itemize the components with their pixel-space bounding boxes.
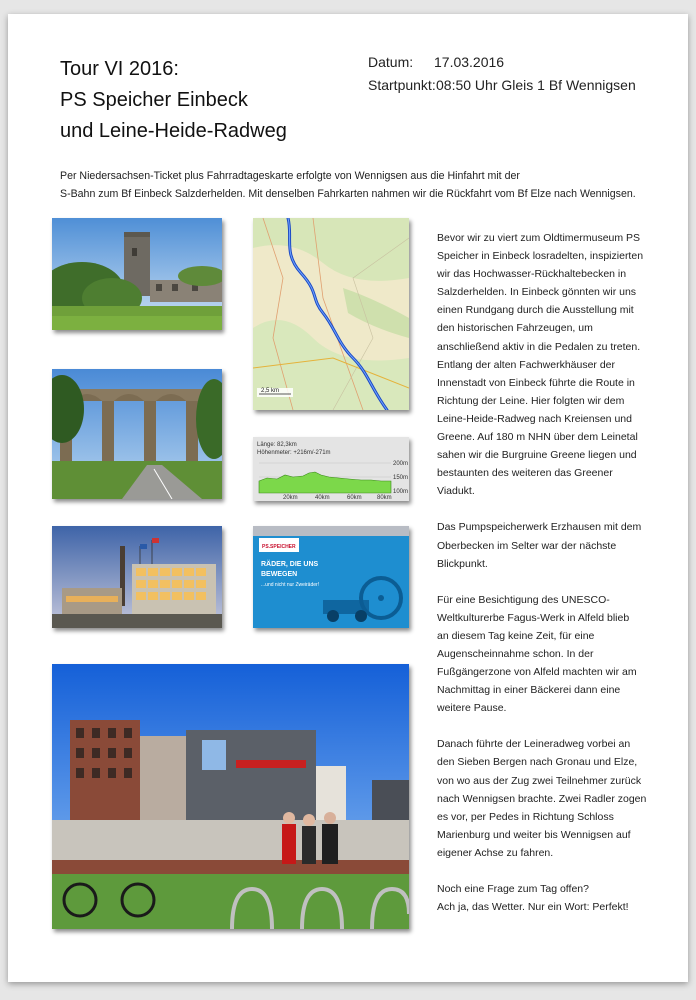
title-line-2: PS Speicher Einbeck — [60, 89, 248, 111]
text-line: Danach führte der Leineradweg vorbei an — [437, 738, 631, 751]
text-line: Entlang der alten Fachwerkhäuser der — [437, 358, 616, 371]
paragraph-5 — [437, 880, 655, 916]
text-line: Augenscheinnahme schon. In der — [437, 647, 594, 660]
paragraph-1 — [437, 229, 655, 500]
profile-elevation: Höhenmeter: +216m/-271m — [257, 450, 331, 456]
profile-x-80: 80km — [377, 495, 392, 501]
brochure-brand: PS.SPEICHER — [262, 544, 296, 550]
text-line: Ach ja, das Wetter. Nur ein Wort: Perfekt! — [437, 901, 629, 914]
document-page — [8, 14, 688, 982]
text-line: Leine-Heide-Radweg nach Kreiensen und — [437, 412, 632, 425]
text-line: Noch eine Frage zum Tag offen? — [437, 883, 589, 895]
profile-x-20: 20km — [283, 495, 298, 501]
text-line: wir das Hochwasser-Rückhaltebecken in — [437, 268, 627, 281]
profile-length: Länge: 82,3km — [257, 442, 297, 448]
start-label: Startpunkt: — [368, 77, 436, 93]
page-title — [60, 54, 360, 147]
brochure-headline-1: RÄDER, DIE UNS — [261, 561, 319, 568]
text-line: anschließend aktiv in die Pedalen zu treten. — [437, 340, 641, 353]
text-line: Nachmittag in einer Bäckerei dann eine — [437, 684, 621, 697]
text-line: Blickpunkt. — [437, 557, 488, 570]
fagus-werk-photo — [52, 526, 222, 628]
paragraph-3 — [437, 591, 655, 718]
date-value: 17.03.2016 — [434, 54, 505, 70]
profile-y-100: 100m — [393, 489, 409, 495]
profile-x-40: 40km — [315, 495, 330, 501]
text-line: bestaunten des weiteren das Greener — [437, 467, 613, 480]
text-line: nach Wennigsen brachte. Zwei Radler zogen — [437, 792, 647, 805]
text-line: Speicher in Einbeck losradelten, inspizierten — [437, 250, 644, 263]
text-line: Salzderhelden. In Einbeck gönnten wir uns — [437, 286, 637, 299]
text-line: Marienburg und weiter bis Wennigsen auf — [437, 828, 631, 841]
elevation-profile — [253, 437, 409, 501]
profile-x-60: 60km — [347, 495, 362, 501]
route-map — [253, 218, 409, 410]
paragraph-2 — [437, 518, 655, 572]
brochure-subline: ...und nicht nur Zweiräder! — [261, 582, 320, 588]
tour-meta — [368, 51, 688, 97]
date-label: Datum: — [368, 54, 414, 70]
title-line-3: und Leine-Heide-Radweg — [60, 120, 287, 142]
intro-line-2: S-Bahn zum Bf Einbeck Salzderhelden. Mit denselben Fahrkarten nahmen wir die Rückfahrt vom Bf Elze nach Wennigsen. — [60, 188, 636, 200]
text-line: den historischen Fahrzeugen, um — [437, 322, 593, 335]
text-line: Richtung der Leine. Hier folgten wir dem — [437, 394, 625, 407]
text-line: weitere Pause. — [437, 702, 507, 715]
viaduct-photo — [52, 369, 222, 499]
profile-y-200: 200m — [393, 461, 409, 467]
text-line: Für eine Besichtigung des UNESCO- — [437, 593, 610, 606]
museum-group-photo — [52, 664, 409, 929]
date-row — [368, 51, 688, 74]
start-value: 08:50 Uhr Gleis 1 Bf Wennigsen — [436, 77, 636, 93]
text-line: den Sieben Bergen nach Gronau und Elze, — [437, 756, 638, 769]
text-line: sahen wir die Burgruine Greene liegen und — [437, 449, 637, 462]
article-text — [437, 229, 655, 934]
text-line: an diesem Tag keine Zeit, für eine — [437, 629, 595, 642]
text-line: Greene. Auf 180 m NHN über dem Leinetal — [437, 431, 638, 444]
start-row — [368, 74, 688, 97]
map-scale-label: 2,5 km — [261, 388, 280, 394]
castle-tower-photo — [52, 218, 222, 330]
brochure-headline-2: BEWEGEN — [261, 571, 298, 578]
ps-speicher-brochure — [253, 526, 409, 628]
title-line-1: Tour VI 2016: — [60, 58, 179, 80]
intro-line-1: Per Niedersachsen-Ticket plus Fahrradtageskarte erfolgte von Wennigsen aus die Hinfahrt mit der — [60, 170, 520, 182]
text-line: Oberbecken im Selter war der nächste — [437, 539, 617, 552]
text-line: Das Pumpspeicherwerk Erzhausen mit dem — [437, 521, 642, 534]
text-line: Weltkulturerbe Fagus-Werk in Alfeld blieb — [437, 611, 630, 624]
text-line: Viadukt. — [437, 485, 475, 498]
text-line: Fußgängerzone von Alfeld machten wir am — [437, 666, 637, 679]
text-line: von wo aus der Zug zwei Teilnehmer zurück — [437, 774, 642, 787]
text-line: einen Rundgang durch die Ausstellung mit — [437, 304, 634, 317]
text-line: Innenstadt von Einbeck führte die Route in — [437, 376, 635, 389]
profile-y-150: 150m — [393, 475, 409, 481]
paragraph-4 — [437, 735, 655, 862]
text-line: eigener Achse zu fahren. — [437, 846, 554, 859]
text-line: es vor, per Pedes in Richtung Schloss — [437, 810, 614, 823]
text-line: Bevor wir zu viert zum Oldtimermuseum PS — [437, 232, 641, 244]
intro-text — [60, 167, 660, 203]
